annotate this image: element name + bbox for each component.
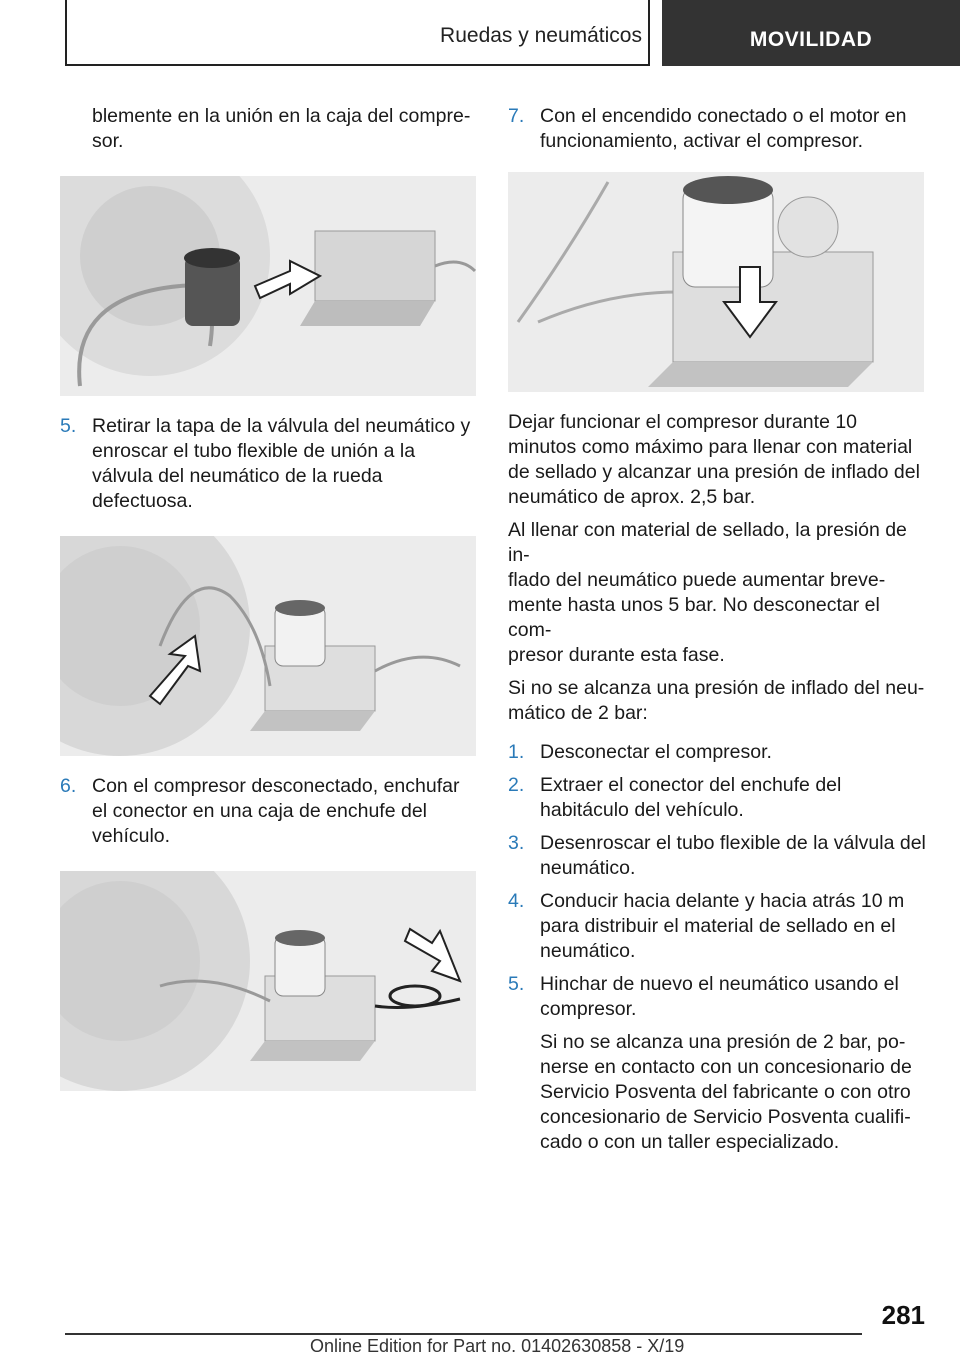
chapter-tab: MOVILIDAD (662, 0, 960, 66)
step-number: 4. (508, 890, 525, 912)
note-text: Si no se alcanza una presión de 2 bar, po- nerse en contacto con un concesionario de Servicio Posventa del fabricante o con otro concesionario de Servicio Posventa cualifi- cado o con un taller especializado. (540, 1031, 912, 1153)
edition-text: Online Edition for Part no. 01402630858 - X/19 (310, 1336, 685, 1356)
list-item (508, 740, 928, 765)
step-number: 5. (60, 415, 77, 437)
step-number: 2. (508, 774, 525, 796)
figure-activate-compressor (508, 172, 924, 392)
list-item (508, 889, 928, 964)
step-text: Con el compresor desconectado, enchufar el conector en una caja de enchufe del vehículo. (92, 775, 460, 847)
step-text: Retirar la tapa de la válvula del neumático y enroscar el tubo flexible de unión a la válvula del neumático de la rueda defectuosa. (92, 415, 471, 512)
paragraph: Dejar funcionar el compresor durante 10 minutos como máximo para llenar con material de sellado y alcanzar una presión de inflado del neumático de aprox. 2,5 bar. (508, 411, 920, 508)
list-item (60, 774, 476, 849)
step-text: Conducir hacia delante y hacia atrás 10 m para distribuir el material de sellado en el neumático. (540, 890, 905, 962)
list-item (508, 972, 928, 1022)
continuation-text: blemente en la unión en la caja del compre- sor. (92, 105, 471, 152)
step-number: 7. (508, 105, 525, 127)
section-title: Ruedas y neumáticos (440, 24, 642, 47)
step-text: Hinchar de nuevo el neumático usando el compresor. (540, 973, 899, 1020)
paragraph: Si no se alcanza una presión de inflado del neu- mático de 2 bar: (508, 677, 925, 724)
list-item (508, 831, 928, 881)
footer-divider (65, 1333, 862, 1335)
figure-plug-connect (60, 871, 476, 1091)
page-number: 281 (881, 1300, 925, 1330)
list-item (508, 104, 928, 154)
illustration-hose-to-valve (60, 536, 476, 756)
page-header (65, 0, 960, 66)
step-number: 5. (508, 973, 525, 995)
right-column (508, 104, 928, 1163)
paragraph: Al llenar con material de sellado, la presión de in- flado del neumático puede aumentar breve- mente hasta unos 5 bar. No desconectar el com- presor durante esta fase. (508, 519, 907, 666)
illustration-sealant-bottle-into-compressor (60, 176, 476, 396)
list-item (508, 773, 928, 823)
illustration-power-plug (60, 871, 476, 1091)
step-text: Desenroscar el tubo flexible de la válvula del neumático. (540, 832, 926, 879)
step-text: Desconectar el compresor. (540, 741, 772, 763)
figure-compressor-connect (60, 176, 476, 396)
figure-valve-connect (60, 536, 476, 756)
step-text: Extraer el conector del enchufe del habitáculo del vehículo. (540, 774, 842, 821)
step-text: Con el encendido conectado o el motor en funcionamiento, activar el compresor. (540, 105, 907, 152)
list-item (60, 414, 476, 514)
illustration-compressor-switch (508, 172, 924, 392)
step-number: 6. (60, 775, 77, 797)
step-number: 1. (508, 741, 525, 763)
left-column (60, 104, 476, 1109)
step-number: 3. (508, 832, 525, 854)
